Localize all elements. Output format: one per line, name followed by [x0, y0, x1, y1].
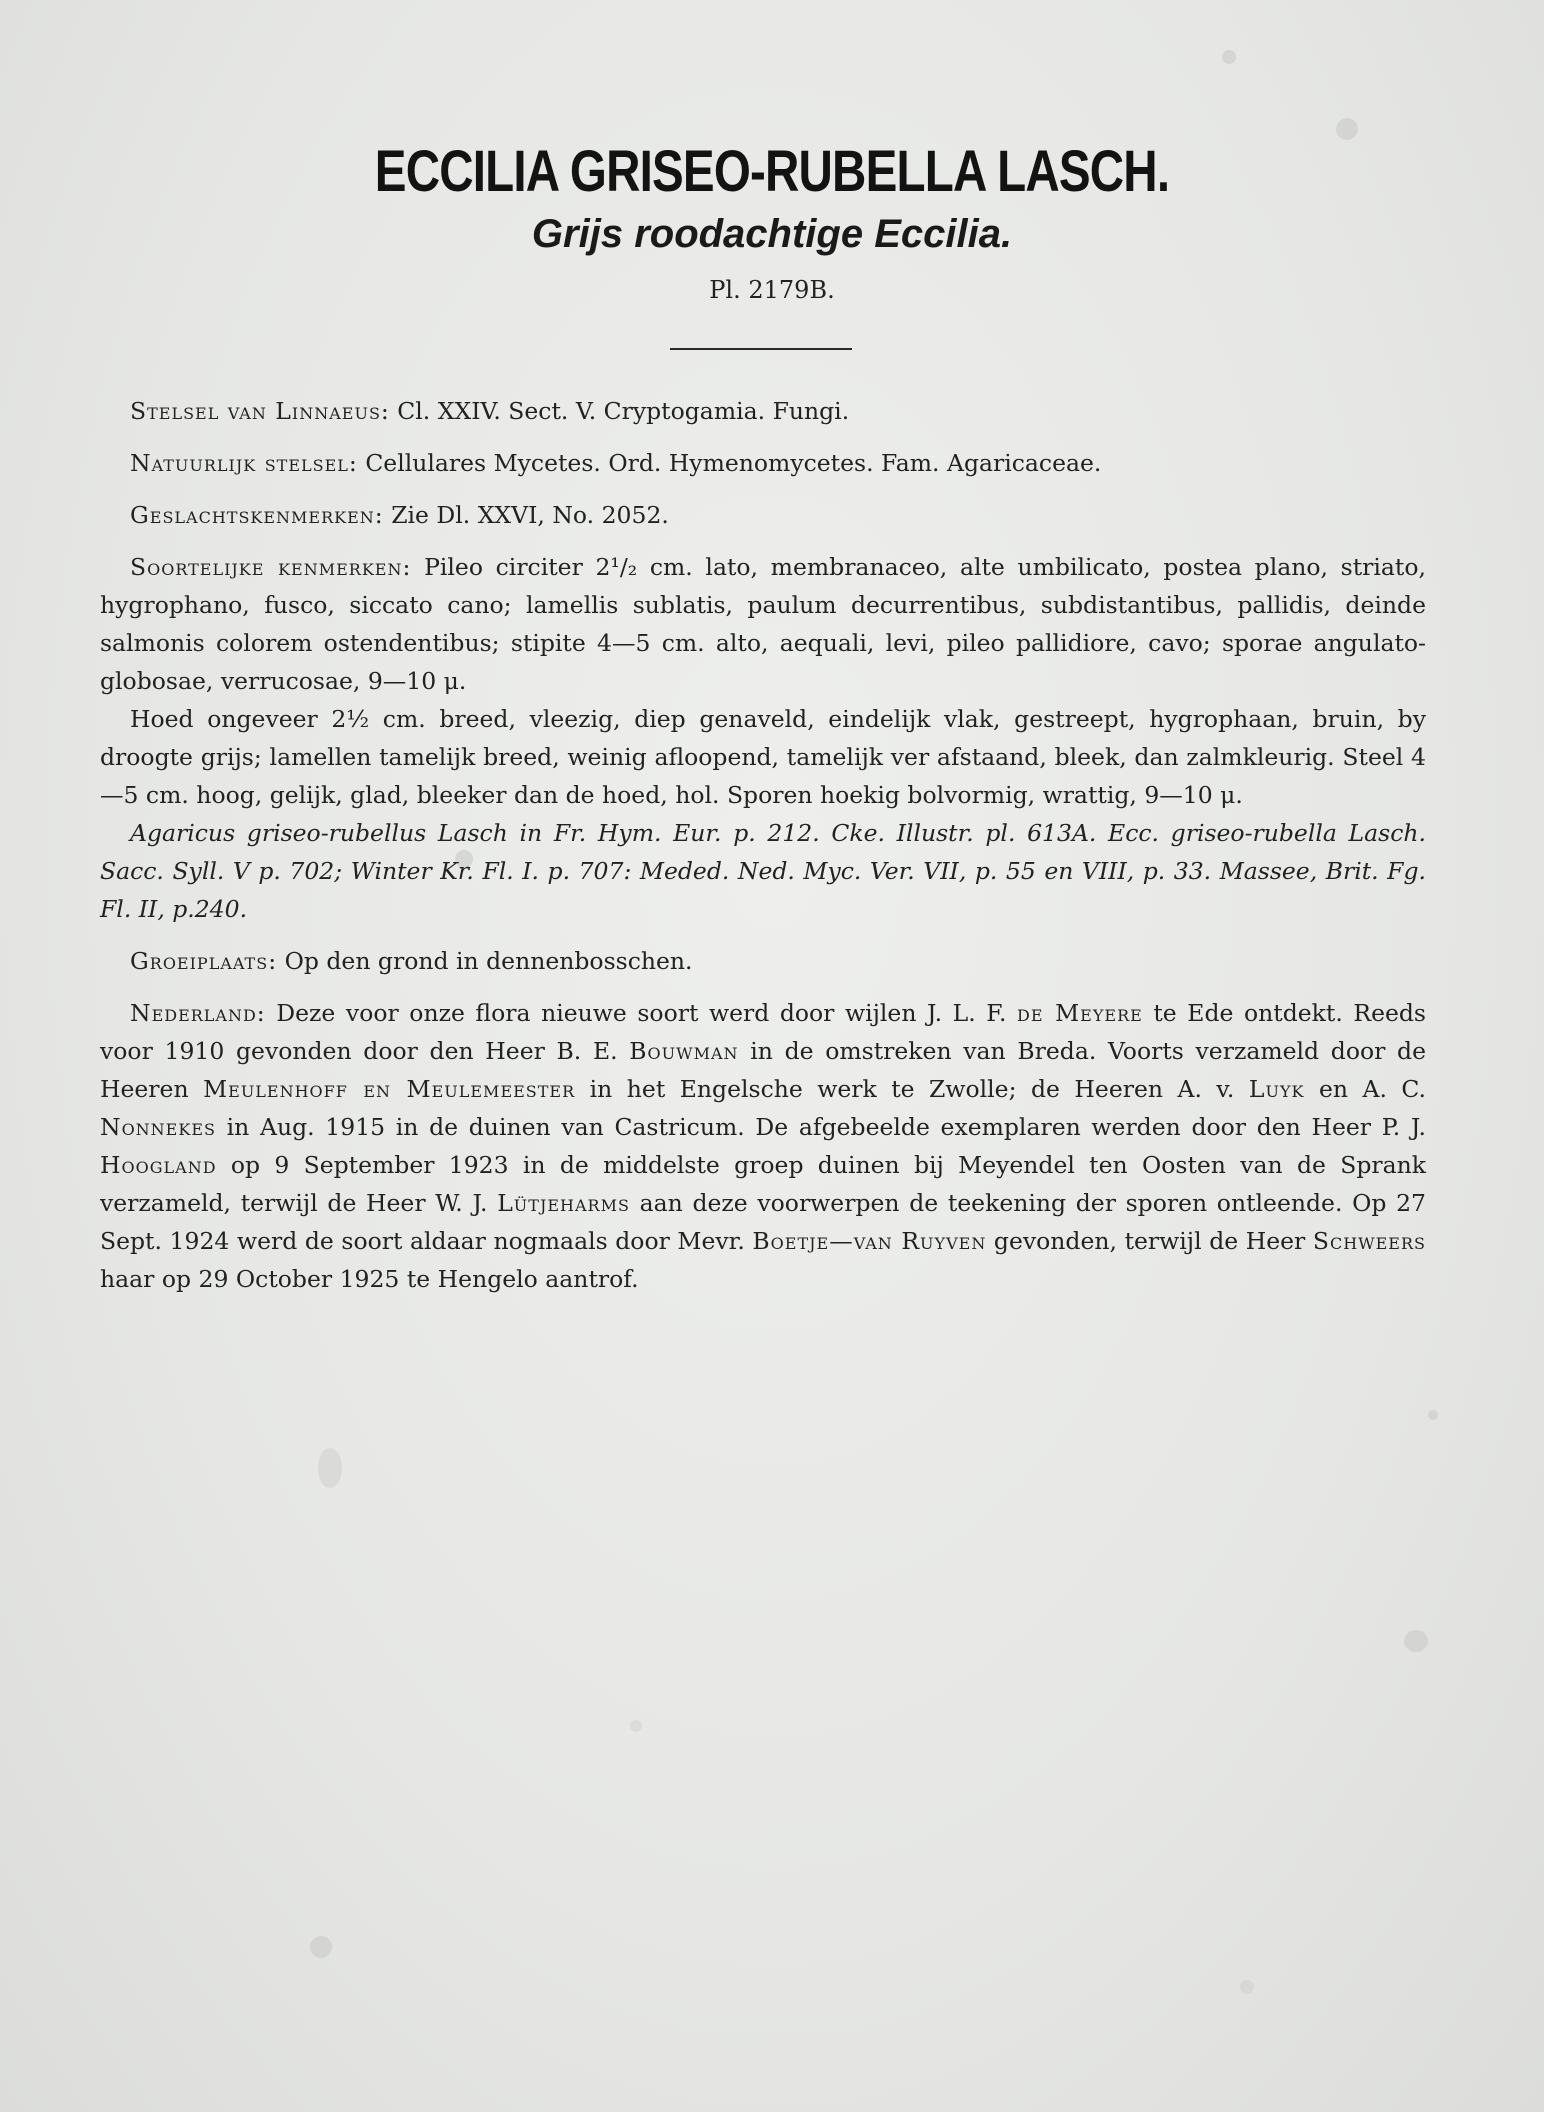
text-part: op 9 September 1923 in de middelste groep duinen bij Meyendel ten Oosten van de Sprank verzameld, terwijl de Heer W. J. [100, 1151, 1426, 1217]
section-text: Cl. XXIV. Sect. V. Cryptogamia. Fungi. [389, 397, 850, 425]
text-part: haar op 29 October 1925 te Hengelo aantrof. [100, 1265, 639, 1293]
text-part: in de omstreken van Breda. Voorts verzameld door de Heeren [100, 1037, 1426, 1103]
section-text: Zie Dl. XXVI, No. 2052. [383, 501, 669, 529]
person-name: Meulenhoff en Meulemeester [203, 1075, 576, 1103]
section-groeiplaats [100, 942, 1426, 980]
text-part: in het Engelsche werk te Zwolle; de Heeren A. v. [575, 1075, 1249, 1103]
paper-spot [630, 1720, 642, 1732]
text-part: en A. C. [1304, 1075, 1427, 1103]
title-divider [670, 348, 852, 350]
section-label: Soortelijke kenmerken: [130, 553, 412, 581]
paper-spot [1222, 50, 1236, 64]
section-label: Natuurlijk stelsel: [130, 449, 358, 477]
section-text: Pileo circiter 2¹/₂ cm. lato, membranaceo, alte umbilicato, postea plano, striato, hygrophano, fusco, siccato cano; lamellis sublatis, paulum decurrentibus, subdistantibus, pallidis, deinde salmonis colorem ostendentibus; stipite 4—5 cm. alto, aequali, levi, pileo pallidiore, cavo; sporae angulato-globosae, verrucosae, 9—10 μ. [100, 553, 1426, 695]
section-hoed [100, 700, 1426, 814]
plate-number: Pl. 2179B. [709, 276, 835, 304]
person-name: Luyk [1248, 1075, 1305, 1103]
section-nederland [100, 994, 1426, 1298]
text-part: gevonden, terwijl de Heer [986, 1227, 1313, 1255]
section-label: Geslachtskenmerken: [130, 501, 384, 529]
section-natuurlijk [100, 444, 1426, 482]
person-name: Nonnekes [100, 1113, 216, 1141]
section-soort [100, 548, 1426, 700]
paper-spot [1404, 1630, 1428, 1652]
section-label: Stelsel van Linnaeus: [130, 397, 390, 425]
section-text: Op den grond in dennenbosschen. [277, 947, 693, 975]
person-name: Hoogland [100, 1151, 217, 1179]
section-geslacht [100, 496, 1426, 534]
paper-spot [1336, 118, 1358, 140]
page-title: ECCILIA GRISEO-RUBELLA LASCH. [374, 139, 1170, 204]
section-text: Agaricus griseo-rubellus Lasch in Fr. Hym. Eur. p. 212. Cke. Illustr. pl. 613A. Ecc. griseo-rubella Lasch. Sacc. Syll. V p. 702; Winter Kr. Fl. I. p. 707: Meded. Ned. Myc. Ver. VII, p. 55 en VIII, p. 33. Massee, Brit. Fg. Fl. II, p.240. [100, 819, 1426, 923]
document-body [100, 392, 1426, 1312]
paper-spot [1428, 1410, 1438, 1420]
page-subtitle: Grijs roodachtige Eccilia. [531, 212, 1013, 256]
text-part: in Aug. 1915 in de duinen van Castricum. De afgebeelde exemplaren werden door den Heer P. J. [215, 1113, 1426, 1141]
paper-spot [1240, 1980, 1254, 1994]
section-synonyms [100, 814, 1426, 928]
text-part: aan deze voorwerpen de teekening der sporen ontleende. Op 27 Sept. 1924 werd de soort aldaar nogmaals door Mevr. [100, 1189, 1426, 1255]
person-name: Bouwman [629, 1037, 739, 1065]
person-name: Schweers [1312, 1227, 1426, 1255]
text-part: te Ede ontdekt. Reeds voor 1910 gevonden door den Heer B. E. [100, 999, 1426, 1065]
paper-spot [318, 1448, 342, 1488]
person-name: Lütjeharms [497, 1189, 630, 1217]
person-name: Boetje—van Ruyven [752, 1227, 987, 1255]
section-stelsel [100, 392, 1426, 430]
person-name: de Meyere [1017, 999, 1143, 1027]
section-text: Cellulares Mycetes. Ord. Hymenomycetes. Fam. Agaricaceae. [357, 449, 1102, 477]
section-label: Nederland: [130, 999, 266, 1027]
section-text: Hoed ongeveer 2½ cm. breed, vleezig, diep genaveld, eindelijk vlak, gestreept, hygrophaan, bruin, by droogte grijs; lamellen tamelijk breed, weinig afloopend, tamelijk ver afstaand, bleek, dan zalmkleurig. Steel 4—5 cm. hoog, gelijk, glad, bleeker dan de hoed, hol. Sporen hoekig bolvormig, wrattig, 9—10 μ. [100, 705, 1426, 809]
paper-spot [310, 1936, 332, 1958]
section-label: Groeiplaats: [130, 947, 278, 975]
text-part: Deze voor onze flora nieuwe soort werd door wijlen J. L. F. [265, 999, 1017, 1027]
